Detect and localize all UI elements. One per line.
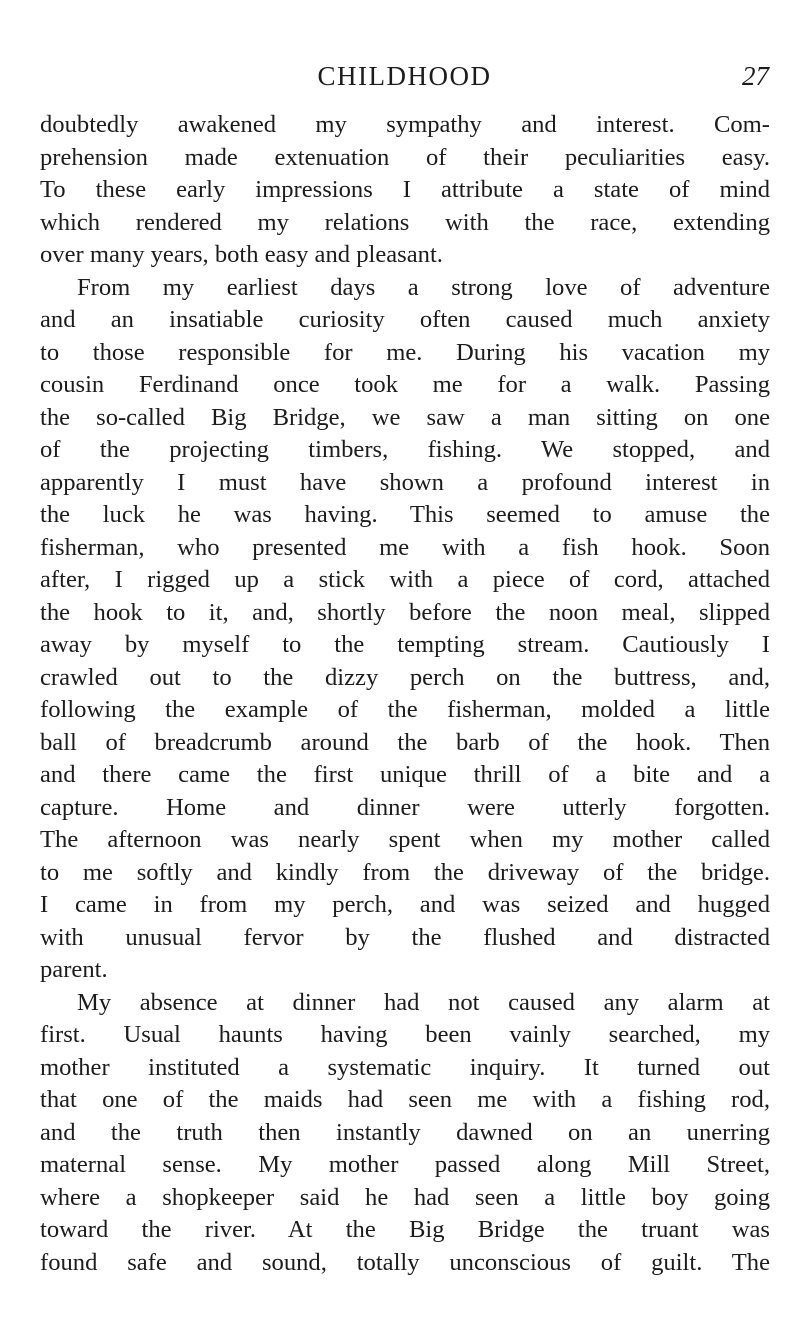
text-line: fisherman, who presented me with a fish hook. Soon	[40, 533, 770, 561]
text-line: the hook to it, and, shortly before the noon meal, slipped	[40, 598, 770, 626]
text-line: and there came the first unique thrill of a bite and a	[40, 761, 770, 788]
page-number: 27	[742, 61, 769, 91]
text-line: following the example of the fisherman, molded a little	[40, 696, 770, 723]
text-line: with unusual fervor by the flushed and distracted	[40, 923, 770, 951]
text-line: cousin Ferdinand once took me for a walk. Passing	[40, 371, 770, 398]
text-line: The afternoon was nearly spent when my mother called	[40, 826, 770, 853]
text-line: the so-called Big Bridge, we saw a man sitting on one	[40, 403, 770, 431]
text-line: apparently I must have shown a profound interest in	[40, 468, 770, 496]
text-line: found safe and sound, totally unconscious of guilt. The	[40, 1248, 770, 1276]
text-line: maternal sense. My mother passed along Mill Street,	[40, 1151, 770, 1178]
text-line: parent.	[40, 956, 108, 983]
text-line: From my earliest days a strong love of adventure	[77, 273, 770, 301]
text-line: which rendered my relations with the race, extending	[40, 208, 770, 236]
text-line: after, I rigged up a stick with a piece of cord, attached	[40, 566, 770, 593]
text-line: away by myself to the tempting stream. Cautiously I	[40, 631, 770, 658]
text-line: over many years, both easy and pleasant.	[40, 241, 443, 268]
body-text	[40, 109, 770, 1279]
text-line: to those responsible for me. During his vacation my	[40, 338, 770, 366]
text-line: to me softly and kindly from the driveway of the bridge.	[40, 858, 770, 886]
text-line: and the truth then instantly dawned on an unerring	[40, 1118, 770, 1146]
text-line: the luck he was having. This seemed to amuse the	[40, 501, 770, 528]
text-line: prehension made extenuation of their peculiarities easy.	[40, 143, 770, 171]
text-line: I came in from my perch, and was seized and hugged	[40, 891, 770, 918]
text-line: and an insatiable curiosity often caused much anxiety	[40, 306, 770, 333]
text-line: My absence at dinner had not caused any alarm at	[77, 988, 770, 1016]
running-head	[40, 56, 769, 96]
text-line: mother instituted a systematic inquiry. It turned out	[40, 1053, 770, 1081]
text-line: first. Usual haunts having been vainly searched, my	[40, 1021, 770, 1048]
text-line: toward the river. At the Big Bridge the truant was	[40, 1216, 770, 1243]
text-line: doubtedly awakened my sympathy and interest. Com-	[40, 111, 770, 138]
running-title: CHILDHOOD	[317, 61, 492, 91]
text-line: To these early impressions I attribute a state of mind	[40, 176, 770, 203]
text-line: that one of the maids had seen me with a fishing rod,	[40, 1086, 770, 1113]
text-line: crawled out to the dizzy perch on the buttress, and,	[40, 663, 770, 691]
text-line: of the projecting timbers, fishing. We stopped, and	[40, 436, 770, 463]
text-line: ball of breadcrumb around the barb of the hook. Then	[40, 728, 770, 756]
text-line: where a shopkeeper said he had seen a little boy going	[40, 1183, 770, 1211]
text-line: capture. Home and dinner were utterly forgotten.	[40, 793, 770, 821]
